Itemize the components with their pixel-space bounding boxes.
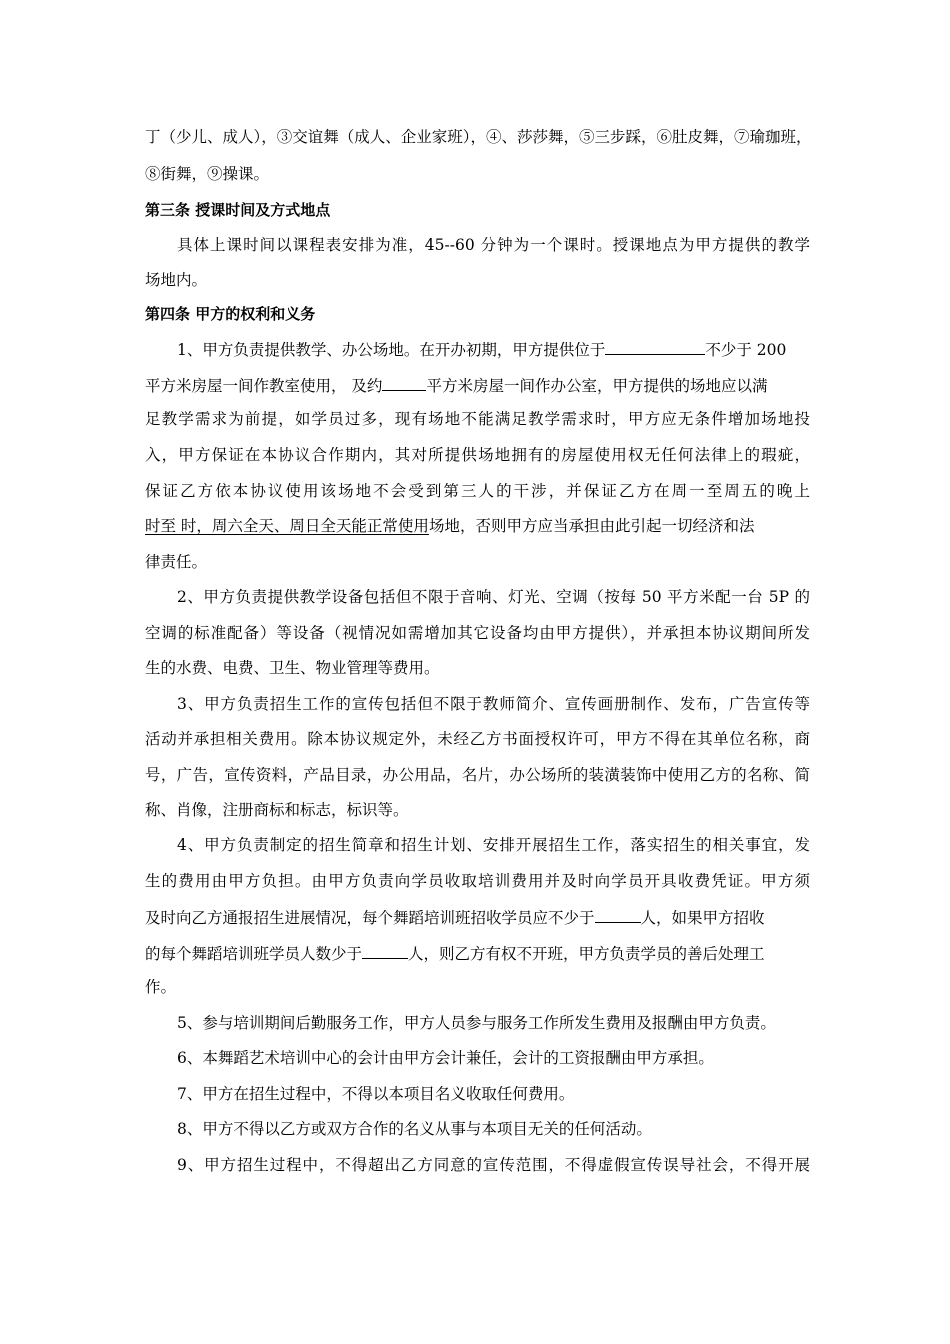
text-line: 5、参与培训期间后勤服务工作，甲方人员参与服务工作所发生费用及报酬由甲方负责。 [177,1014,776,1032]
text-line: 生的水费、电费、卫生、物业管理等费用。 [145,659,440,677]
text-line: 丁（少儿、成人），③交谊舞（成人、企业家班），④、莎莎舞，⑤三步踩，⑥肚皮舞，⑦瑜珈班， [145,128,812,146]
fill-in-blank-office-area [382,374,426,391]
text-line: 7、甲方在招生过程中，不得以本项目名义收取任何费用。 [177,1085,575,1103]
text-line: 6、本舞蹈艺术培训中心的会计由甲方会计兼任，会计的工资报酬由甲方承担。 [177,1049,714,1067]
text-line: 活动并承担相关费用。除本协议规定外，未经乙方书面授权许可，甲方不得在其单位名称，商 [145,730,810,748]
text-segment: 1、甲方负责提供教学、办公场地。在开办初期，甲方提供位于 [177,341,606,359]
section-heading-article-3: 第三条 授课时间及方式地点 [145,201,331,219]
text-line: 足教学需求为前提，如学员过多，现有场地不能满足教学需求时，甲方应无条件增加场地投 [145,410,810,428]
text-segment: 场地，否则甲方应当承担由此引起一切经济和法 [428,517,755,535]
underlined-time-clause: 时至 时，周六全天、周日全天能正常使用 [145,517,429,535]
text-segment: 平方米房屋一间作教室使用， 及约 [145,377,383,395]
section-heading-article-4: 第四条 甲方的权利和义务 [145,305,316,323]
text-line: 号，广告，宣传资料，产品目录，办公用品，名片，办公场所的装潢装饰中使用乙方的名称、简 [145,766,810,784]
text-line: 2、甲方负责提供教学设备包括但不限于音响、灯光、空调（按每 50 平方米配一台 5P 的 [177,588,810,606]
text-line: 空调的标准配备）等设备（视情况如需增加其它设备均由甲方提供），并承担本协议期间所发 [145,624,810,642]
text-segment: 及时向乙方通报招生进展情况，每个舞蹈培训班招收学员应不少于 [145,909,595,927]
text-line: 具体上课时间以课程表安排为准，45--60 分钟为一个课时。授课地点为甲方提供的教学 [177,236,810,254]
text-line [145,374,810,396]
text-line: 称、肖像，注册商标和标志，标识等。 [145,801,409,819]
text-line: 作。 [145,978,177,996]
fill-in-blank-min-students [595,906,641,923]
text-line: 生的费用由甲方负担。由甲方负责向学员收取培训费用并及时向学员开具收费凭证。甲方须 [145,872,810,890]
text-line [177,338,810,360]
text-line: 4、甲方负责制定的招生简章和招生计划、安排开展招生工作，落实招生的相关事宜，发 [177,836,810,854]
text-line: 入，甲方保证在本协议合作期内，其对所提供场地拥有的房屋使用权无任何法律上的瑕疵， [145,446,810,464]
text-line [145,942,810,964]
fill-in-blank-student-threshold [362,942,408,959]
text-line: 场地内。 [145,271,208,289]
text-line: 律责任。 [145,553,208,571]
text-line [145,516,810,536]
text-segment: 人，如果甲方招收 [640,909,765,927]
text-segment: 平方米房屋一间作办公室，甲方提供的场地应以满 [426,377,768,395]
text-segment: 不少于 200 [705,341,787,359]
text-line: 3、甲方负责招生工作的宣传包括但不限于教师简介、宣传画册制作、发布，广告宣传等 [177,695,810,713]
text-line: 保证乙方依本协议使用该场地不会受到第三人的干涉，并保证乙方在周一至周五的晚上 [145,482,810,500]
text-line: ⑧街舞，⑨操课。 [145,165,270,183]
text-segment: 的每个舞蹈培训班学员人数少于 [145,945,363,963]
text-line: 8、甲方不得以乙方或双方合作的名义从事与本项目无关的任何活动。 [177,1120,652,1138]
text-line [145,906,810,928]
text-line: 9、甲方招生过程中，不得超出乙方同意的宣传范围，不得虚假宣传误导社会，不得开展 [177,1156,810,1174]
fill-in-blank-location [605,338,705,355]
text-segment: 人，则乙方有权不开班，甲方负责学员的善后处理工 [408,945,765,963]
